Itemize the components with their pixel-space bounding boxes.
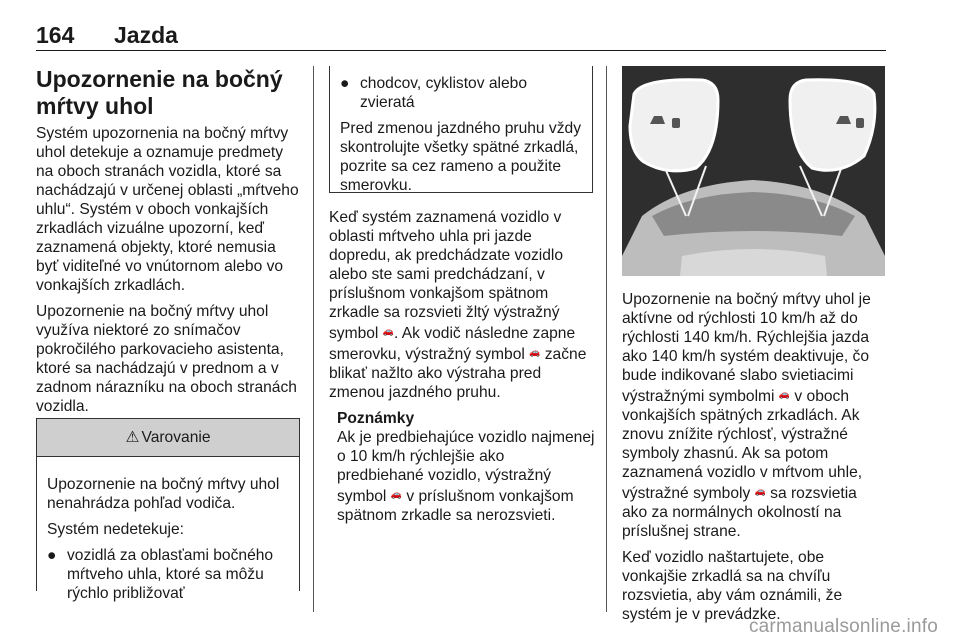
car-mirrors-image (622, 66, 885, 276)
blind-spot-symbol-icon: 🚗 (754, 486, 766, 496)
chapter-title: Jazda (114, 22, 178, 48)
warning-header (37, 419, 299, 457)
sensor-paragraph: Upozornenie na bočný mŕtvy uhol využíva niektoré zo snímačov pokročilého parkovacieho asistenta, ktoré sa nachádzajú v prednom a v zadnom nárazníku na oboch stranách vozidla. (36, 303, 297, 415)
page-header (36, 22, 886, 51)
blind-spot-symbol-icon: 🚗 (529, 347, 541, 357)
warning-text: Upozornenie na bočný mŕtvy uhol nenahrádza pohľad vodiča. (47, 476, 280, 512)
intro-paragraph: Systém upozornenia na bočný mŕtvy uhol detekuje a oznamuje predmety na oboch stranách vozidla, ktoré sa nachádzajú v určenej oblasti „mŕtveho uhlu“. Systém v oboch vonkajších zrkadlách vizuálne upozorní, keď zaznamená objekty, ktoré nemusia byť viditeľné vo vnútornom alebo vo vonkajších zrkadlách. (36, 125, 299, 294)
mirror-illustration (622, 66, 885, 276)
blind-spot-symbol-icon: 🚗 (778, 389, 791, 399)
page-number: 164 (36, 22, 75, 48)
blind-spot-symbol-icon: 🚗 (390, 489, 402, 499)
watermark: carmanualsonline.info (748, 616, 938, 637)
column-left (36, 66, 302, 423)
warning-box (36, 418, 300, 602)
note-text: Ak je predbiehajúce vozidlo najmenej o 10 km/h rýchlejšie ako predbiehané vozidlo, výstražný symbol 🚗 v príslušnom vonkajšom spätnom zrkadle sa nerozsvieti. (337, 429, 595, 524)
column-right (622, 290, 886, 631)
note-block (329, 409, 595, 525)
warning-triangle-icon: ⚠ (125, 429, 140, 446)
detection-paragraph: Keď systém zaznamená vozidlo v oblasti mŕtveho uhla pri jazde dopredu, ak predchádzate vozidlo alebo ste sami predchádzaní, v príslušnom vonkajšom spätnom zrkadle sa rozsvieti žltý výstražný symbol 🚗. Ak vodič následne zapne smerovku, výstražný symbol 🚗 začne blikať nažlto ako výstraha pred zmenou jazdného pruhu. (329, 209, 587, 401)
list-item: ● vozidlá za oblasťami bočného mŕtveho uhla, ktoré sa môžu rýchlo približovať (47, 547, 274, 602)
section-title: Upozornenie na bočný mŕtvy uhol (36, 66, 283, 119)
startup-paragraph: Keď vozidlo naštartujete, obe vonkajšie zrkadlá sa na chvíľu rozsvietia, aby vám oznámili, že systém je v prevádzke. (622, 549, 843, 623)
blind-spot-symbol-icon: 🚗 (382, 326, 394, 336)
warning-advice: Pred zmenou jazdného pruhu vždy skontrolujte všetky spätné zrkadlá, pozrite sa cez rameno a použite smerovku. (340, 120, 581, 194)
column-middle (329, 208, 595, 525)
warning-text-not-detected: Systém nedetekuje: (47, 521, 184, 538)
note-title: Poznámky (337, 410, 415, 427)
speed-paragraph: Upozornenie na bočný mŕtvy uhol je aktívne od rýchlosti 10 km/h až do rýchlosti 140 km/h. Rýchlejšia jazda ako 140 km/h systém deaktivuje, čo bude indikované slabo svietiacimi výstražnými symbolmi 🚗 v oboch vonkajších spätných zrkadlách. Ak znovu znížite rýchlosť, výstražné symboly zhasnú. Ak sa potom zaznamená vozidlo v mŕtvom uhle, výstražné symboly 🚗 sa rozsvietia ako za normálnych okolností na príslušnej strane. (622, 291, 871, 540)
warning-box-continued (329, 66, 593, 193)
column-divider-left (313, 66, 314, 612)
warning-title: Varovanie (141, 428, 211, 446)
list-item: ● chodcov, cyklistov alebo zvieratá (340, 75, 527, 111)
column-divider-right (606, 66, 607, 612)
